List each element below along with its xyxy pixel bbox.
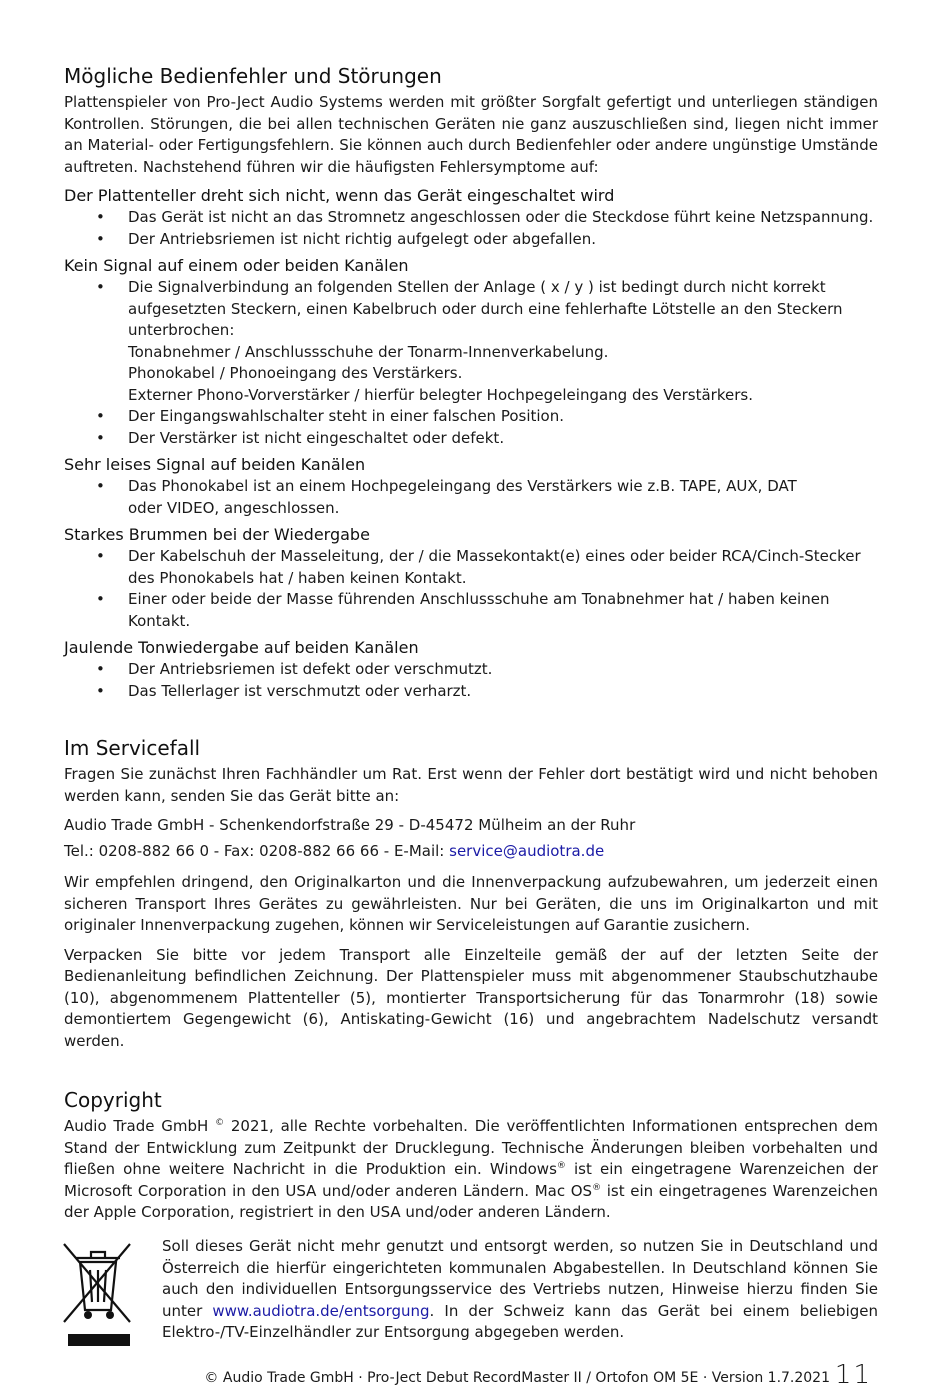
cause-item: • Der Eingangswahlschalter steht in einer falschen Position. bbox=[64, 406, 878, 428]
copyright-part: Audio Trade GmbH bbox=[64, 1117, 216, 1135]
cause-item bbox=[64, 277, 878, 406]
packaging-note: Wir empfehlen dringend, den Originalkarton und die Innenverpackung aufzubewahren, um jederzeit einen sicheren Transport Ihres Gerätes zu gewährleisten. Nur bei Geräten, die uns im Originalkarton und mit originaler Innenverpackung zugehen, können wir Serviceleistungen auf Garantie zusichern. bbox=[64, 873, 878, 934]
contact-text: Tel.: 0208-882 66 0 - Fax: 0208-882 66 66 - E-Mail: bbox=[64, 841, 450, 860]
service-email-link[interactable]: service@audiotra.de bbox=[449, 841, 605, 860]
cause-text: Die Signalverbindung an folgenden Stellen der Anlage ( x / y ) ist bedingt durch nicht korrekt aufgesetzten Steckern, einen Kabelbruch oder durch eine fehlerhafte Lötstelle an den Steckern unterbrochen: bbox=[128, 278, 843, 339]
copyright-part: 2021, alle Rechte vorbehalten. Die veröffentlichten Informationen entsprechen dem Stand der Entwicklung zum Zeitpunkt der Drucklegung. Technische Änderungen bleiben vorbehalten und fließen ohne weitere Nachricht in die Produktion ein. Windows bbox=[64, 1117, 878, 1178]
cause-item: • Das Gerät ist nicht an das Stromnetz angeschlossen oder die Steckdose führt keine Netzspannung. bbox=[64, 207, 878, 229]
copyright-part: ist ein eingetragene Warenzeichen der Microsoft Corporation in den USA und/oder anderen Ländern. Mac OS bbox=[64, 1160, 878, 1200]
page-content bbox=[64, 64, 878, 1232]
symptom-list bbox=[64, 476, 878, 519]
symptom-list bbox=[64, 207, 878, 250]
service-section bbox=[64, 736, 878, 1052]
page-number: 11 bbox=[834, 1360, 872, 1390]
troubleshooting-intro: Plattenspieler von Pro-Ject Audio Systems werden mit größter Sorgfalt gefertigt und unterliegen ständigen Kontrollen. Störungen, die bei allen technischen Geräten nie ganz auszuschließen sind, liegen nicht immer an Material- oder Fertigungsfehlern. Sie können auch durch Bedienfehler oder andere ungünstige Umstände auftreten. Nachstehend führen wir die häufigsten Fehlersymptome auf: bbox=[64, 93, 878, 176]
cause-item: • Der Antriebsriemen ist defekt oder verschmutzt. bbox=[64, 659, 878, 681]
symptom-heading: Starkes Brummen bei der Wiedergabe bbox=[64, 525, 370, 544]
cause-item: • Der Kabelschuh der Masseleitung, der / die Massekontakt(e) eines oder beider RCA/Cinch-Stecker des Phonokabels hat / haben keinen Kontakt. bbox=[64, 546, 878, 589]
footer-text: © Audio Trade GmbH · Pro-Ject Debut RecordMaster II / Ortofon OM 5E · Version 1.7.2021 bbox=[204, 1370, 830, 1386]
symptom-list bbox=[64, 659, 878, 702]
disposal-text bbox=[162, 1236, 878, 1344]
service-intro: Fragen Sie zunächst Ihren Fachhändler um Rat. Erst wenn der Fehler dort bestätigt wird und nicht behoben werden kann, senden Sie das Gerät bitte an: bbox=[64, 765, 878, 805]
copyright-text bbox=[64, 1116, 878, 1224]
copyright-part: ist ein eingetragenes Warenzeichen der Apple Corporation, registriert in den USA und/oder anderen Ländern. bbox=[64, 1181, 878, 1221]
symptom-heading: Kein Signal auf einem oder beiden Kanälen bbox=[64, 256, 409, 275]
cause-item: • Der Verstärker ist nicht eingeschaltet oder defekt. bbox=[64, 428, 878, 450]
connection-point: Phonokabel / Phonoeingang des Verstärkers. bbox=[128, 364, 463, 382]
registered-symbol: ® bbox=[592, 1182, 602, 1193]
disposal-part: Soll dieses Gerät nicht mehr genutzt und entsorgt werden, so nutzen Sie in Deutschland und Österreich die hierfür eingerichteten kommunalen Abgabestellen. In Deutschland können Sie auch den individuellen Entsorgungsservice des Vertriebs nutzen, Hinweise hierzu finden Sie unter bbox=[162, 1237, 878, 1320]
symptom-heading: Der Plattenteller dreht sich nicht, wenn das Gerät eingeschaltet wird bbox=[64, 186, 615, 205]
cause-item: • Das Phonokabel ist an einem Hochpegeleingang des Verstärkers wie z.B. TAPE, AUX, DAT oder VIDEO, angeschlossen. bbox=[64, 476, 878, 519]
troubleshooting-section bbox=[64, 64, 878, 702]
connection-point: Tonabnehmer / Anschlussschuhe der Tonarm-Innenverkabelung. bbox=[128, 342, 609, 361]
disposal-section bbox=[60, 1236, 878, 1352]
symptom-heading: Sehr leises Signal auf beiden Kanälen bbox=[64, 455, 366, 474]
symptom-list bbox=[64, 546, 878, 632]
shipping-note: Verpacken Sie bitte vor jedem Transport alle Einzelteile gemäß der auf der letzten Seite der Bedienanleitung befindlichen Zeichnung. Der Plattenspieler muss mit abgenommener Staubschutzhaube (10), abgenommenem Plattenteller (5), montierter Transportsicherung für das Tonarmrohr (18) sowie demontiertem Gegengewicht (6), Antiskating-Gewicht (16) und angebrachtem Nadelschutz versandt werden. bbox=[64, 945, 878, 1050]
service-title: Im Servicefall bbox=[64, 736, 201, 760]
copyright-title: Copyright bbox=[64, 1088, 162, 1112]
disposal-part: . In der Schweiz kann das Gerät bei einem beliebigen Elektro-/TV-Einzelhändler zur Entsorgung abgegeben werden. bbox=[162, 1301, 878, 1341]
registered-symbol: ® bbox=[556, 1161, 566, 1171]
crossed-out-wheelie-bin-icon bbox=[60, 1240, 136, 1348]
copyright-symbol: © bbox=[215, 1118, 225, 1128]
connection-point: Externer Phono-Vorverstärker / hierfür belegter Hochpegeleingang des Verstärkers. bbox=[128, 385, 753, 404]
symptom-heading: Jaulende Tonwiedergabe auf beiden Kanälen bbox=[64, 638, 419, 657]
symptom-list bbox=[64, 277, 878, 449]
service-address: Audio Trade GmbH - Schenkendorfstraße 29 - D-45472 Mülheim an der Ruhr bbox=[64, 816, 636, 834]
disposal-link[interactable]: www.audiotra.de/entsorgung bbox=[212, 1301, 430, 1320]
troubleshooting-title: Mögliche Bedienfehler und Störungen bbox=[64, 64, 442, 88]
service-contact bbox=[64, 841, 878, 863]
copyright-section bbox=[64, 1088, 878, 1224]
cause-item: • Der Antriebsriemen ist nicht richtig aufgelegt oder abgefallen. bbox=[64, 229, 878, 251]
cause-item: • Das Tellerlager ist verschmutzt oder verharzt. bbox=[64, 681, 878, 703]
cause-item: • Einer oder beide der Masse führenden Anschlussschuhe am Tonabnehmer hat / haben keinen Kontakt. bbox=[64, 589, 878, 632]
